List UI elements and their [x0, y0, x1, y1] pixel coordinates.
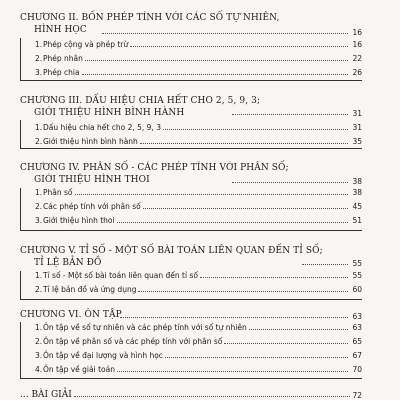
- item-text: Ôn tập về phân số và các phép tính với phân số: [43, 337, 223, 346]
- chapter-items: [20, 120, 362, 149]
- chapter-page: 55: [352, 259, 362, 268]
- item-page: 45: [352, 202, 362, 211]
- toc-final-entry[interactable]: [20, 390, 362, 400]
- item-page: 51: [352, 216, 362, 225]
- toc-item[interactable]: 1. Tỉ số - Một số bài toán liên quan đến tỉ số 55: [35, 271, 362, 280]
- chapter-items: [20, 322, 362, 379]
- toc-item[interactable]: 3. Giới thiệu hình thoi 51: [35, 216, 362, 225]
- final-entry-page: 72: [352, 391, 362, 400]
- item-page: 67: [352, 351, 362, 360]
- toc-item[interactable]: 1. Phép cộng và phép trừ 16: [35, 40, 362, 49]
- item-page: 22: [352, 54, 362, 63]
- chapter-page: 16: [352, 28, 362, 37]
- item-text: Phân số: [43, 188, 73, 197]
- chapter-items: [20, 271, 362, 300]
- item-text: Các phép tính với phân số: [43, 202, 141, 211]
- toc-item[interactable]: 2. Phép nhân 22: [35, 54, 362, 63]
- toc-item[interactable]: 3. Ôn tập về đại lượng và hình học 67: [35, 351, 362, 360]
- item-text: Dấu hiệu chia hết cho 2, 5, 9, 3: [43, 123, 161, 132]
- item-page: 63: [352, 323, 362, 332]
- item-page: 35: [352, 137, 362, 146]
- item-page: 31: [352, 123, 362, 132]
- toc-item[interactable]: 2. Các phép tính với phân số 45: [35, 202, 362, 211]
- chapter-page: 38: [352, 177, 362, 186]
- chapter-page-row: [230, 106, 362, 118]
- item-text: Phép cộng và phép trừ: [43, 40, 129, 49]
- item-page: 26: [352, 68, 362, 77]
- final-entry-text: ... BÀI GIẢI: [20, 390, 72, 400]
- chapter-title-line-1: CHƯƠNG II. BỐN PHÉP TÍNH VỚI CÁC SỐ TỰ NHIÊN,: [20, 13, 280, 23]
- chapter-title-line-2: GIỚI THIỆU HÌNH BÌNH HÀNH: [34, 108, 185, 118]
- item-text: Tỉ lệ bản đồ và ứng dụng: [43, 285, 137, 294]
- toc-item[interactable]: 1. Ôn tập về số tự nhiên và các phép tính với số tự nhiên 63: [35, 323, 362, 332]
- item-page: 70: [352, 365, 362, 374]
- toc-item[interactable]: 2. Tỉ lệ bản đồ và ứng dụng 60: [35, 285, 362, 294]
- chapter-page-row: [300, 256, 362, 268]
- toc-item[interactable]: 1. Phân số 38: [35, 188, 362, 197]
- toc-item[interactable]: 1. Dấu hiệu chia hết cho 2, 5, 9, 3 31: [35, 123, 362, 132]
- chapter-items: [20, 38, 362, 81]
- chapter-title-line-2: GIỚI THIỆU HÌNH THOI: [34, 175, 150, 185]
- chapter-page: 63: [352, 312, 362, 321]
- toc-item[interactable]: 4. Ôn tập về giải toán 70: [35, 365, 362, 374]
- chapter-title-line-2: HÌNH HỌC: [34, 25, 87, 35]
- item-page: 55: [352, 271, 362, 280]
- item-text: Tỉ số - Một số bài toán liên quan đến tỉ số: [43, 271, 198, 280]
- chapter-title-line-1: CHƯƠNG VI. ÔN TẬP: [20, 310, 122, 320]
- item-page: 38: [352, 188, 362, 197]
- chapter-title-line-2: TỈ LỆ BẢN ĐỒ: [34, 258, 102, 268]
- item-text: Giới thiệu hình bình hành: [43, 137, 138, 146]
- toc-item[interactable]: 3. Phép chia 26: [35, 68, 362, 77]
- chapter-title-line-1: CHƯƠNG IV. PHÂN SỐ - CÁC PHÉP TÍNH VỚI PHÂN SỐ;: [20, 163, 289, 173]
- item-text: Phép nhân: [43, 54, 83, 63]
- item-text: Phép chia: [43, 68, 80, 77]
- item-page: 60: [352, 285, 362, 294]
- item-text: Ôn tập về số tự nhiên và các phép tính với số tự nhiên: [43, 323, 247, 332]
- item-text: Ôn tập về giải toán: [43, 365, 115, 374]
- item-page: 65: [352, 337, 362, 346]
- item-page: 16: [352, 40, 362, 49]
- chapter-title-line-1: CHƯƠNG V. TỈ SỐ - MỘT SỐ BÀI TOÁN LIÊN QUAN ĐẾN TỈ SỐ;: [20, 246, 323, 256]
- item-text: Ôn tập về đại lượng và hình học: [43, 351, 163, 360]
- item-text: Giới thiệu hình thoi: [43, 216, 115, 225]
- chapter-page-row: [100, 25, 362, 37]
- toc-item[interactable]: 2. Ôn tập về phân số và các phép tính với phân số 65: [35, 337, 362, 346]
- chapter-page: 31: [352, 109, 362, 118]
- chapter-items: [20, 188, 362, 231]
- toc-item[interactable]: 2. Giới thiệu hình bình hành 35: [35, 137, 362, 146]
- chapter-title-line-1: CHƯƠNG III. DẤU HIỆU CHIA HẾT CHO 2, 5, 9, 3;: [20, 96, 261, 106]
